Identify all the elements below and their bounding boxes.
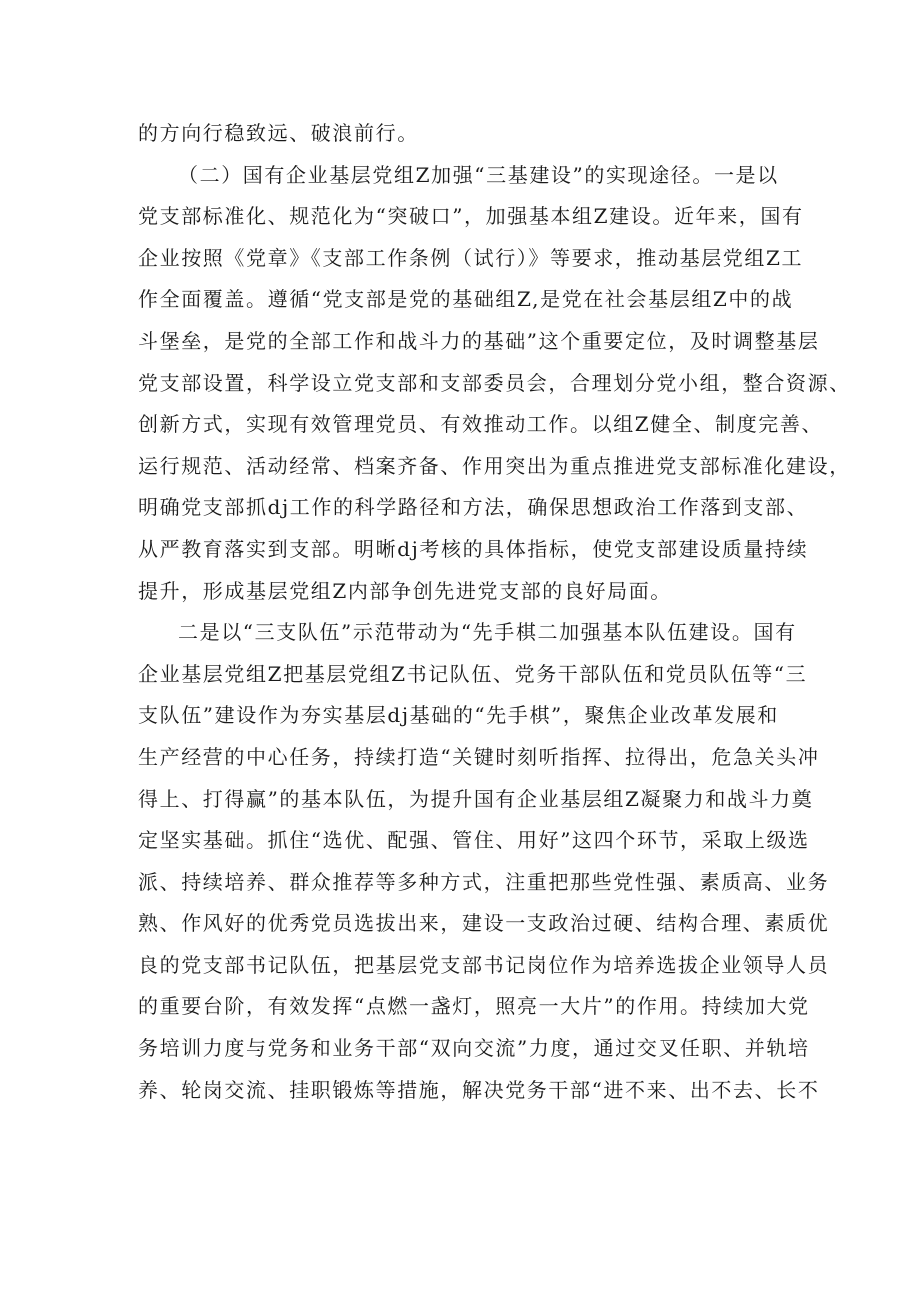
text-line: 熟、作风好的优秀党员选拔出来，建设一支政治过硬、结构合理、素质优 (138, 911, 830, 936)
text-line: 的重要台阶，有效发挥“点燃一盏灯，照亮一大片”的作用。持续加大党 (138, 994, 810, 1019)
text-line: 二是以“三支队伍”示范带动为“先手棋二加强基本队伍建设。国有 (178, 620, 797, 645)
text-line: 派、持续培养、群众推荐等多种方式，注重把那些党性强、素质高、业务 (138, 869, 830, 894)
text-line: 企业按照《党章》《支部工作条例（试行）》等要求，推动基层党组Z工 (138, 245, 804, 270)
text-line: 作全面覆盖。遵循“党支部是党的基础组Z,是党在社会基层组Z中的战 (138, 287, 794, 312)
text-line: 斗堡垒，是党的全部工作和战斗力的基础”这个重要定位，及时调整基层 (138, 328, 820, 353)
text-line: 党支部设置，科学设立党支部和支部委员会，合理划分党小组，整合资源、 (138, 370, 851, 395)
text-line: 的方向行稳致远、破浪前行。 (138, 121, 419, 145)
text-line: 良的党支部书记队伍，把基层党支部书记岗位作为培养选拔企业领导人员 (138, 952, 830, 977)
text-line: 定坚实基础。抓住“选优、配强、管住、用好”这四个环节，采取上级选 (138, 828, 810, 853)
text-line: 企业基层党组Z把基层党组Z书记队伍、党务干部队伍和党员队伍等“三 (138, 661, 808, 686)
text-line: 运行规范、活动经常、档案齐备、作用突出为重点推进党支部标准化建设， (138, 453, 851, 478)
text-line: 党支部标准化、规范化为“突破口”，加强基本组Z建设。近年来，国有 (138, 204, 804, 229)
body-text (138, 113, 851, 1111)
text-line: 从严教育落实到支部。明晰dj考核的具体指标，使党支部建设质量持续 (138, 536, 809, 561)
text-line: 生产经营的中心任务，持续打造“关键时刻听指挥、拉得出，危急关头冲 (138, 744, 820, 769)
text-line: 得上、打得赢”的基本队伍，为提升国有企业基层组Z凝聚力和战斗力奠 (138, 786, 814, 811)
text-line: 提升，形成基层党组Z内部争创先进党支部的良好局面。 (138, 578, 672, 603)
text-line: 创新方式，实现有效管理党员、有效推动工作。以组Z健全、制度完善、 (138, 412, 824, 437)
text-line: （二）国有企业基层党组Z加强“三基建设”的实现途径。一是以 (178, 162, 779, 187)
text-line: 务培训力度与党务和业务干部“双向交流”力度，通过交叉任职、并轨培 (138, 1036, 810, 1061)
text-line: 养、轮岗交流、挂职锻炼等措施，解决党务干部“进不来、出不去、长不 (138, 1077, 820, 1102)
text-line: 明确党支部抓dj工作的科学路径和方法，确保思想政治工作落到支部、 (138, 495, 809, 520)
text-line: 支队伍”建设作为夯实基层dj基础的“先手棋”，聚焦企业改革发展和 (138, 703, 779, 728)
